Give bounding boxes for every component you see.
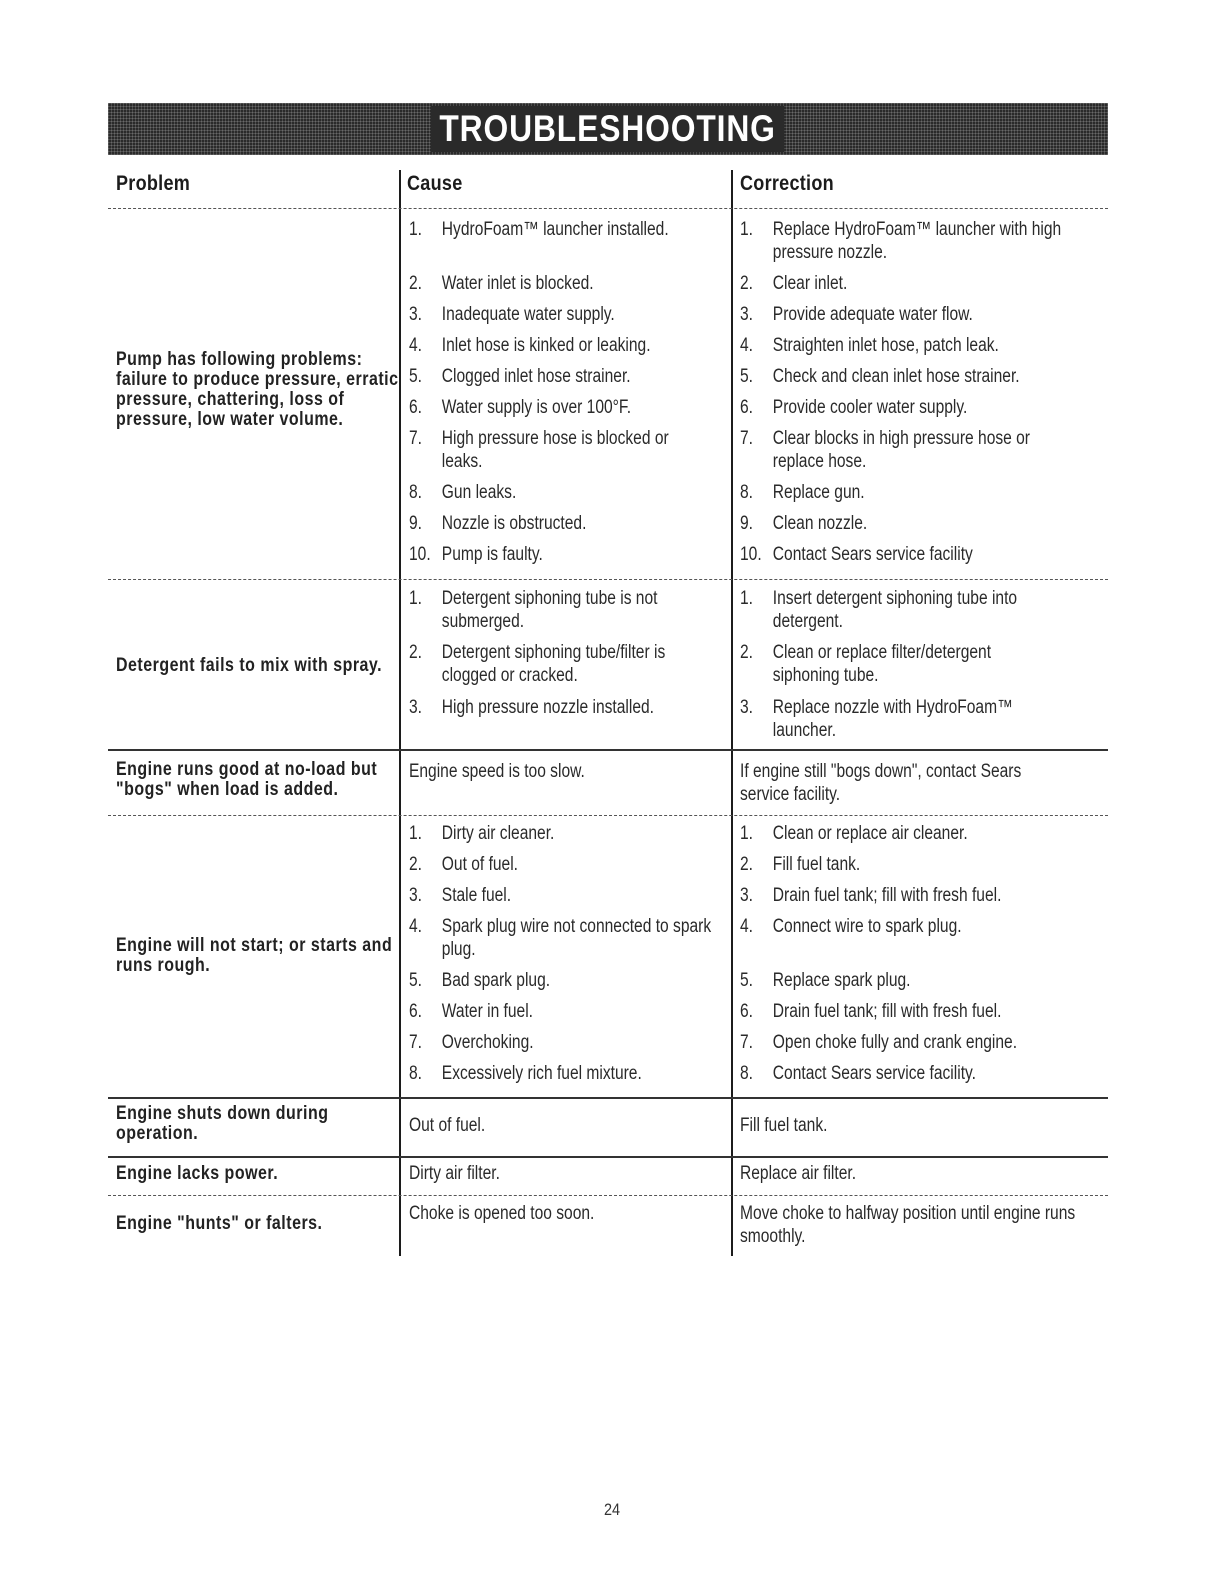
problem-text: Engine "hunts" or falters. — [116, 1213, 323, 1234]
list-item: 4. Inlet hose is kinked or leaking. — [409, 335, 651, 356]
list-item: 2. Clear inlet. — [740, 273, 848, 294]
list-item: 3. Replace nozzle with HydroFoam™ launcher. — [740, 697, 1013, 741]
row-divider — [108, 749, 1108, 751]
header-correction: Correction — [740, 172, 834, 195]
list-item: 10. Contact Sears service facility — [740, 544, 973, 565]
list-item: 8. Replace gun. — [740, 482, 865, 503]
list-item: 6. Provide cooler water supply. — [740, 397, 968, 418]
list-item: 6. Drain fuel tank; fill with fresh fuel. — [740, 1001, 1002, 1022]
list-item: 5. Bad spark plug. — [409, 970, 551, 991]
list-item: 5. Check and clean inlet hose strainer. — [740, 366, 1020, 387]
page-number: 24 — [603, 1500, 621, 1519]
row-divider — [108, 1195, 1108, 1196]
list-item: 4. Connect wire to spark plug. — [740, 916, 962, 937]
list-item: 1. HydroFoam™ launcher installed. — [409, 219, 669, 240]
page-title: TROUBLESHOOTING — [431, 106, 785, 152]
list-item: 5. Clogged inlet hose strainer. — [409, 366, 631, 387]
list-item: 1. Replace HydroFoam™ launcher with high pressure nozzle. — [740, 219, 1062, 263]
list-item: 7. Overchoking. — [409, 1032, 534, 1053]
list-item: 1. Dirty air cleaner. — [409, 823, 555, 844]
list-item: 2. Detergent siphoning tube/filter is clogged or cracked. — [409, 642, 666, 686]
problem-text: Detergent fails to mix with spray. — [116, 655, 383, 676]
list-item: 7. Open choke fully and crank engine. — [740, 1032, 1018, 1053]
cause-text: Out of fuel. — [409, 1115, 486, 1136]
correction-text: Replace air filter. — [740, 1163, 857, 1184]
cause-text: Choke is opened too soon. — [409, 1203, 595, 1224]
list-item: 8. Gun leaks. — [409, 482, 517, 503]
problem-text: Engine lacks power. — [116, 1163, 279, 1184]
list-item: 3. Inadequate water supply. — [409, 304, 615, 325]
list-item: 7. High pressure hose is blocked or leaks. — [409, 428, 669, 472]
correction-text: If engine still "bogs down", contact Sears service facility. — [740, 761, 1022, 805]
list-item: 2. Clean or replace filter/detergent siphoning tube. — [740, 642, 992, 686]
list-item: 2. Water inlet is blocked. — [409, 273, 594, 294]
list-item: 6. Water in fuel. — [409, 1001, 534, 1022]
list-item: 3. Stale fuel. — [409, 885, 512, 906]
list-item: 3. Provide adequate water flow. — [740, 304, 973, 325]
list-item: 10. Pump is faulty. — [409, 544, 543, 565]
row-divider — [108, 1156, 1108, 1158]
cause-text: Engine speed is too slow. — [409, 761, 585, 782]
list-item: 3. High pressure nozzle installed. — [409, 697, 654, 718]
problem-text: Engine will not start; or starts and runs rough. — [116, 935, 393, 976]
column-divider-cause — [399, 170, 401, 1256]
list-item: 5. Replace spark plug. — [740, 970, 911, 991]
list-item: 4. Straighten inlet hose, patch leak. — [740, 335, 999, 356]
row-divider — [108, 1097, 1108, 1099]
list-item: 2. Fill fuel tank. — [740, 854, 861, 875]
header-problem: Problem — [116, 172, 191, 195]
list-item: 1. Detergent siphoning tube is not submerged. — [409, 588, 658, 632]
problem-text: Engine runs good at no-load but "bogs" when load is added. — [116, 759, 378, 800]
list-item: 2. Out of fuel. — [409, 854, 519, 875]
cause-text: Dirty air filter. — [409, 1163, 500, 1184]
list-item: 3. Drain fuel tank; fill with fresh fuel. — [740, 885, 1002, 906]
list-item: 9. Nozzle is obstructed. — [409, 513, 587, 534]
list-item: 6. Water supply is over 100°F. — [409, 397, 632, 418]
correction-text: Move choke to halfway position until engine runs smoothly. — [740, 1203, 1076, 1247]
row-divider — [108, 579, 1108, 580]
list-item: 1. Insert detergent siphoning tube into detergent. — [740, 588, 1018, 632]
header-cause: Cause — [407, 172, 463, 195]
list-item: 9. Clean nozzle. — [740, 513, 868, 534]
problem-text: Pump has following problems: failure to produce pressure, erratic pressure, chattering, loss of pressure, low water volume. — [116, 349, 399, 430]
list-item: 7. Clear blocks in high pressure hose or replace hose. — [740, 428, 1031, 472]
title-banner — [108, 103, 1108, 155]
list-item: 4. Spark plug wire not connected to spark plug. — [409, 916, 712, 960]
row-divider — [108, 208, 1108, 209]
row-divider — [108, 815, 1108, 816]
correction-text: Fill fuel tank. — [740, 1115, 828, 1136]
list-item: 8. Contact Sears service facility. — [740, 1063, 976, 1084]
problem-text: Engine shuts down during operation. — [116, 1103, 329, 1144]
list-item: 8. Excessively rich fuel mixture. — [409, 1063, 642, 1084]
list-item: 1. Clean or replace air cleaner. — [740, 823, 968, 844]
column-divider-correction — [731, 170, 733, 1256]
